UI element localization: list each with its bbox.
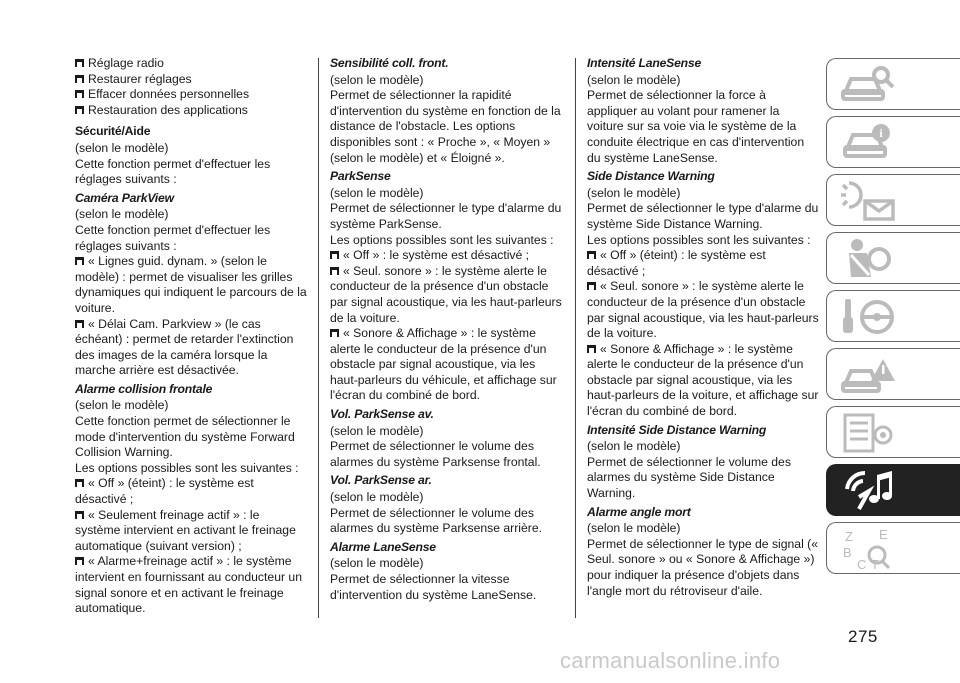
checkbox-bullet-icon (75, 557, 84, 565)
text-column-2 (330, 56, 562, 603)
tab-warning-car[interactable] (826, 348, 960, 400)
model-note: (selon le modèle) (330, 423, 424, 438)
text-column-1 (75, 56, 307, 617)
checkbox-bullet-icon (587, 345, 596, 353)
tab-key-steering[interactable] (826, 290, 960, 342)
list-item: « Seulement freinage actif » : le système intervient en activant le freinage automatique (suivant version) ; (75, 507, 296, 553)
tab-seatbelt-airbag[interactable] (826, 232, 960, 284)
list-item: Restauration des applications (75, 103, 307, 119)
tab-index[interactable] (826, 522, 960, 574)
paragraph: Permet de sélectionner le type d'alarme du système Side Distance Warning. (587, 201, 819, 231)
tab-maintenance[interactable] (826, 406, 960, 458)
column-divider (318, 58, 319, 618)
tab-car-info[interactable] (826, 116, 960, 168)
model-note: (selon le modèle) (587, 439, 681, 454)
column-divider (575, 58, 576, 618)
section-heading: Sensibilité coll. front. (330, 56, 449, 70)
options-intro: Les options possibles sont les suivantes : (330, 232, 554, 247)
section-heading: Alarme angle mort (587, 504, 691, 519)
paragraph: Cette fonction permet de sélectionner le mode d'intervention du système Forward Collision Warning. (75, 414, 295, 460)
section-heading: Alarme collision frontale (75, 381, 213, 396)
model-note: (selon le modèle) (330, 490, 424, 505)
tab-lights-message[interactable] (826, 174, 960, 226)
model-note: (selon le modèle) (330, 556, 424, 571)
section-heading: Vol. ParkSense ar. (330, 473, 432, 488)
checkbox-bullet-icon (587, 282, 596, 290)
paragraph: Permet de sélectionner le type d'alarme du système ParkSense. (330, 201, 562, 231)
svg-text:i: i (879, 126, 883, 140)
checkbox-bullet-icon (75, 59, 84, 67)
model-note: (selon le modèle) (75, 140, 169, 155)
checkbox-bullet-icon (75, 90, 84, 98)
svg-text:C: C (857, 557, 867, 571)
key-steering-icon (841, 295, 895, 339)
model-note: (selon le modèle) (330, 72, 424, 87)
page-number: 275 (848, 627, 878, 646)
tab-multimedia[interactable] (826, 464, 960, 516)
checkbox-bullet-icon (75, 75, 84, 83)
checkbox-bullet-icon (587, 251, 596, 259)
model-note: (selon le modèle) (587, 521, 681, 536)
paragraph: Permet de sélectionner le volume des alarmes du système Parksense arrière. (330, 505, 543, 536)
warning-car-icon (841, 353, 895, 397)
section-heading: Sécurité/Aide (75, 124, 151, 139)
section-heading: Intensité Side Distance Warning (587, 422, 767, 437)
list-item: « Sonore & Affichage » : le système alerte le conducteur de la présence d'un obstacle par signal acoustique, via les haut-parleurs de la voiture, et affichage sur l'écran du combiné de bord. (587, 341, 819, 419)
options-intro: Les options possibles sont les suivantes : (75, 460, 299, 475)
seatbelt-airbag-icon (841, 237, 895, 281)
checkbox-bullet-icon (75, 511, 84, 519)
paragraph: Permet de sélectionner la force à appliquer au volant pour ramener la voiture sur sa voie via le système de la conduite électrique en cas d'intervention du système LaneSense. (587, 88, 805, 165)
svg-text:Z: Z (845, 529, 853, 544)
paragraph: Cette fonction permet d'effectuer les réglages suivants : (75, 222, 271, 253)
svg-text:T: T (871, 557, 879, 571)
checkbox-bullet-icon (75, 479, 84, 487)
list-item: « Seul. sonore » : le système alerte le conducteur de la présence d'un obstacle par signal acoustique, via les haut-parleurs de la voiture. (587, 279, 819, 341)
checkbox-bullet-icon (330, 267, 339, 275)
section-heading: Alarme LaneSense (330, 539, 436, 554)
model-note: (selon le modèle) (75, 207, 169, 222)
model-note: (selon le modèle) (587, 72, 681, 87)
paragraph: Permet de sélectionner la vitesse d'intervention du système LaneSense. (330, 572, 537, 602)
text-column-3 (587, 56, 819, 599)
paragraph: Cette fonction permet d'effectuer les réglages suivants : (75, 156, 271, 187)
section-heading: Side Distance Warning (587, 169, 715, 184)
list-item: Réglage radio (75, 56, 307, 72)
list-item: Restaurer réglages (75, 72, 307, 88)
svg-text:E: E (879, 527, 888, 542)
car-search-icon (841, 63, 895, 107)
paragraph: Permet de sélectionner la rapidité d'intervention du système en fonction de la distance de l'obstacle. Les options disponibles sont : « Proche », « Moyen » (selon le modèle) et « Éloigné ». (330, 88, 561, 165)
model-note: (selon le modèle) (75, 398, 169, 413)
list-item: « Seul. sonore » : le système alerte le conducteur de la présence d'un obstacle par signal acoustique, via les haut-parleurs de la voiture. (330, 263, 562, 325)
list-item: « Sonore & Affichage » : le système alerte le conducteur de la présence d'un obstacle par signal acoustique, via les haut-parleurs du véhicule, et affichage sur l'écran du combiné de bord. (330, 326, 557, 403)
checkbox-bullet-icon (75, 320, 84, 328)
car-info-icon (841, 121, 895, 165)
list-item: « Off » (éteint) : le système est désactivé ; (587, 248, 766, 278)
paragraph: Permet de sélectionner le volume des alarmes du système Side Distance Warning. (587, 454, 791, 501)
svg-text:B: B (843, 545, 852, 560)
lights-message-icon (841, 179, 895, 223)
checkbox-bullet-icon (75, 106, 84, 114)
list-item: Effacer données personnelles (75, 87, 307, 103)
list-item: « Alarme+freinage actif » : le système intervient en fournissant au conducteur un signal sonore et en activant le freinage automatique. (75, 554, 302, 616)
checkbox-bullet-icon (330, 329, 339, 337)
list-item: « Délai Cam. Parkview » (le cas échéant) : permet de retarder l'extinction des images de la caméra lorsque la marche arrière est désactivée. (75, 316, 294, 378)
model-note: (selon le modèle) (330, 185, 424, 200)
watermark: carmanualsonline.info (560, 648, 781, 673)
list-item: « Off » : le système est désactivé ; (330, 248, 562, 264)
paragraph: Permet de sélectionner le volume des alarmes du système Parksense frontal. (330, 439, 541, 469)
top-list (75, 56, 307, 118)
section-heading: ParkSense (330, 169, 391, 184)
checkbox-bullet-icon (330, 251, 339, 259)
list-item: « Off » (éteint) : le système est désactivé ; (75, 476, 254, 507)
model-note: (selon le modèle) (587, 185, 681, 200)
maintenance-icon (841, 411, 895, 455)
section-heading: Intensité LaneSense (587, 56, 702, 70)
section-heading: Caméra ParkView (75, 190, 174, 205)
section-heading: Vol. ParkSense av. (330, 407, 434, 422)
options-intro: Les options possibles sont les suivantes : (587, 232, 811, 247)
list-item: « Lignes guid. dynam. » (selon le modèle) : permet de visualiser les grilles dynamiques qui indiquent le parcours de la voiture. (75, 254, 307, 315)
index-icon (841, 527, 895, 571)
paragraph: Permet de sélectionner le type de signal (« Seul. sonore » ou « Sonore & Affichage ») pour indiquer la présence d'objets dans l'angle mort du rétroviseur d'aile. (587, 536, 819, 598)
multimedia-icon (841, 469, 895, 513)
checkbox-bullet-icon (75, 257, 84, 265)
tab-car-search[interactable] (826, 58, 960, 110)
